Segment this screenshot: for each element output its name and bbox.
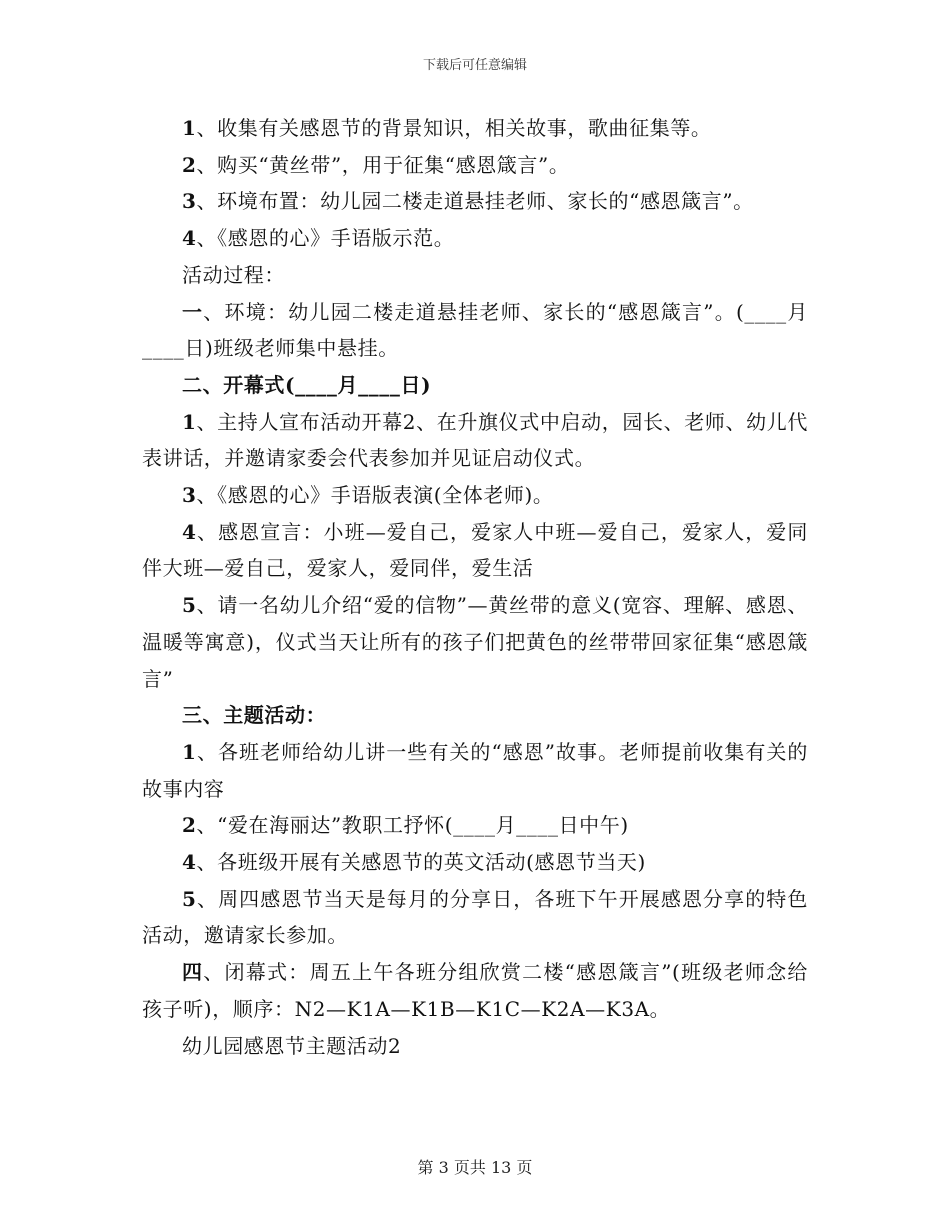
paragraph: 3、《感恩的心》手语版表演(全体老师)。 (182, 483, 554, 508)
document-body (142, 110, 808, 1064)
paragraph: 4、各班级开展有关感恩节的英文活动(感恩节当天) (182, 850, 646, 875)
paragraph: 一、环境：幼儿园二楼走道悬挂老师、家长的“感恩箴言”。(____月____日)班级老师集中悬挂。 (142, 299, 808, 361)
page-header: 下载后可任意编辑 (422, 58, 527, 73)
paragraph: 4、《感恩的心》手语版示范。 (182, 226, 455, 251)
section-heading: 三、主题活动： (182, 703, 327, 728)
paragraph: 2、购买“黄丝带”，用于征集“感恩箴言”。 (182, 152, 570, 177)
paragraph: 1、收集有关感恩节的背景知识，相关故事，歌曲征集等。 (182, 116, 712, 140)
page-footer: 第 3 页共 13 页 (417, 1158, 533, 1177)
paragraph: 4、感恩宣言：小班—爱自己，爱家人中班—爱自己，爱家人，爱同伴大班—爱自己，爱家人，爱同伴，爱生活 (142, 519, 808, 581)
paragraph: 1、主持人宣布活动开幕2、在升旗仪式中启动，园长、老师、幼儿代表讲话，并邀请家委会代表参加并见证启动仪式。 (142, 409, 808, 471)
paragraph: 1、各班老师给幼儿讲一些有关的“感恩”故事。老师提前收集有关的故事内容 (142, 739, 808, 801)
section-heading: 二、开幕式(____月____日) (182, 372, 432, 397)
paragraph: 四、闭幕式：周五上午各班分组欣赏二楼“感恩箴言”(班级老师念给孩子听)，顺序：N2—K1A—K1B—K1C—K2A—K3A。 (142, 960, 808, 1021)
section-label: 活动过程： (182, 262, 285, 287)
paragraph: 2、“爱在海丽达”教职工抒怀(____月____日中午) (182, 813, 629, 838)
paragraph: 5、请一名幼儿介绍“爱的信物”—黄丝带的意义(宽容、理解、感恩、温暖等寓意)，仪式当天让所有的孩子们把黄色的丝带带回家征集“感恩箴言” (142, 593, 808, 691)
paragraph: 幼儿园感恩节主题活动2 (182, 1033, 402, 1058)
paragraph: 5、周四感恩节当天是每月的分享日，各班下午开展感恩分享的特色活动，邀请家长参加。 (142, 886, 808, 948)
paragraph: 3、环境布置：幼儿园二楼走道悬挂老师、家长的“感恩箴言”。 (182, 189, 754, 214)
